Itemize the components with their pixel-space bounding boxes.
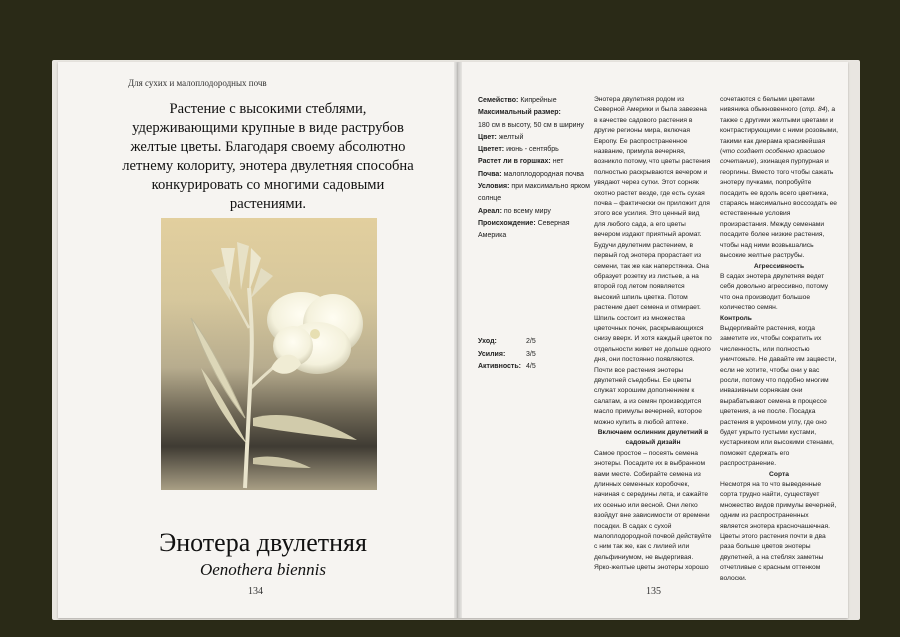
body-paragraph: Несмотря на то что выведенные сорта трудно найти, существует множество видов примулы вечерней, одним из распространенных является энотера красночашечная. Цветы этого растения почти в два раза больше цветов энотеры двулетней, а на стеблях заметны отчетливые с красным оттенком волоски.: [720, 481, 837, 582]
running-head: Для сухих и малоплодородных почв: [128, 78, 267, 88]
page-reference: стр. 84: [801, 106, 826, 114]
fact-row: Цветет: июнь - сентябрь: [478, 146, 559, 154]
fact-row: Условия: при максимально ярком солнце: [478, 183, 590, 203]
fact-row: Растет ли в горшках: нет: [478, 158, 564, 166]
fact-row: Ареал: по всему миру: [478, 207, 551, 215]
text-column-1: [594, 95, 712, 574]
left-page: [58, 62, 458, 618]
rating-row: Активность: 4/5: [478, 363, 536, 370]
flower-photo: [161, 218, 377, 490]
book-spread: [58, 62, 858, 618]
plant-title: Энотера двулетняя: [159, 528, 367, 557]
page-number-right: 135: [646, 586, 661, 597]
section-heading: Сорта: [769, 470, 789, 478]
body-paragraph: сочетаются с белыми цветами нивяника обыкновенного (стр. 84), а также с другими желтыми цветами и контрастирующими с ними розовыми, такими как диерама красивейшая (что создает особенно красивое сочетание), эхинацея пурпурная и георгины. Вместо того чтобы сажать энотеру пучками, попробуйте посадить ее вдоль всего цветника, стараясь максимально воссоздать ее естественные условия произрастания. Между семенами посадите более низкие растения, чтобы над ними возвышались высокие желтые раструбы.: [720, 96, 838, 260]
page-number-left: 134: [248, 586, 263, 597]
inline-note: что создает особенно красивое сочетание: [720, 148, 825, 166]
fact-row: Цвет: желтый: [478, 133, 524, 141]
section-heading: Включаем ослинник двулетний в садовый дизайн: [597, 429, 709, 447]
body-paragraph: Самое простое – посеять семена энотеры. Посадите их в выбранном вами месте. Собирайте семена из длинных семенных коробочек, начиная с середины лета, и сажайте их осенью или весной. Они легко взойдут вне зависимости от времени посадки. В садах с сухой малоплодородной почвой действуйте с ним так же, как с лилией или дельфиниумом, не выдергивая. Ярко-желтые цветы энотеры хорошо: [594, 449, 712, 572]
body-paragraph: Выдергивайте растения, когда заметите их, чтобы сократить их численность, или полностью уничтожьте. Не давайте им зацвести, если не хотите, чтобы они у вас росли, потому что подобно многим инвазивным сорнякам они вырабатывают семена в процессе цветения, а не после. Посадка растения в укромном углу, где оно будет укрыто густыми кустами, кустарником или высокими стенами, поможет сдержать его распространение.: [720, 324, 837, 468]
evening-primrose-illustration: [161, 218, 377, 490]
text-column-2: [720, 95, 838, 584]
section-heading: Агрессивность: [753, 262, 805, 270]
fact-row: 180 см в высоту, 50 см в ширину: [478, 121, 584, 129]
right-page: [458, 62, 848, 618]
fact-row: Почва: малоплодородная почва: [478, 170, 584, 178]
fact-row: Максимальный размер:: [478, 109, 561, 117]
plant-facts: [478, 95, 598, 243]
rating-row: Усилия: 3/5: [478, 350, 536, 358]
fact-row: Семейство: Кипрейные: [478, 97, 557, 104]
body-paragraph: В садах энотера двулетняя ведет себя довольно агрессивно, потому что она производит большое количество семян.: [720, 272, 829, 312]
latin-name: Oenothera biennis: [199, 560, 327, 579]
intro-paragraph: Растение с высокими стеблями, удерживающими крупные в виде раструбов желтые цветы. Благодаря своему абсолютно летнему колориту, энотера двулетняя способна конкурировать со многими садовыми растениями.: [122, 101, 414, 212]
rating-row: Уход: 2/5: [478, 338, 536, 345]
fact-row: Происхождение: Северная Америка: [478, 219, 570, 240]
body-paragraph: Энотера двулетняя родом из Северной Америки и была завезена в качестве садового растения в другие регионы мира, включая Европу. Ее распространенное название, примула вечерняя, возникло потому, что цветы растения полностью раскрываются вечером и увядают через сутки. Этот сорняк охотно растет везде, где есть сухая почва – фактически он приложит для этого все усилия. Это ценный вид для любого сада, а его цветы вечером издают приятный аромат. Будучи двулетним растением, в первый год энотера прорастает из семени, так же как наперстянка. Она образует розетку из листьев, а на второй год летом появляется высокий шпиль цветка. Потом растение дает семена и отмирает. Шпиль состоит из множества цветочных почек, раскрывающихся снизу вверх. И хотя каждый цветок по отдельности живет не дольше одного дня, они постоянно появляются. Почти все растения энотеры двулетней съедобны. Ее цветы служат хорошим дополнением к салатам, а из семян производится масло примулы вечерней, которое можно купить в любой аптеке.: [594, 96, 712, 426]
section-heading: Контроль: [720, 314, 752, 322]
book-gutter: [454, 62, 462, 618]
plant-ratings: [478, 336, 588, 374]
